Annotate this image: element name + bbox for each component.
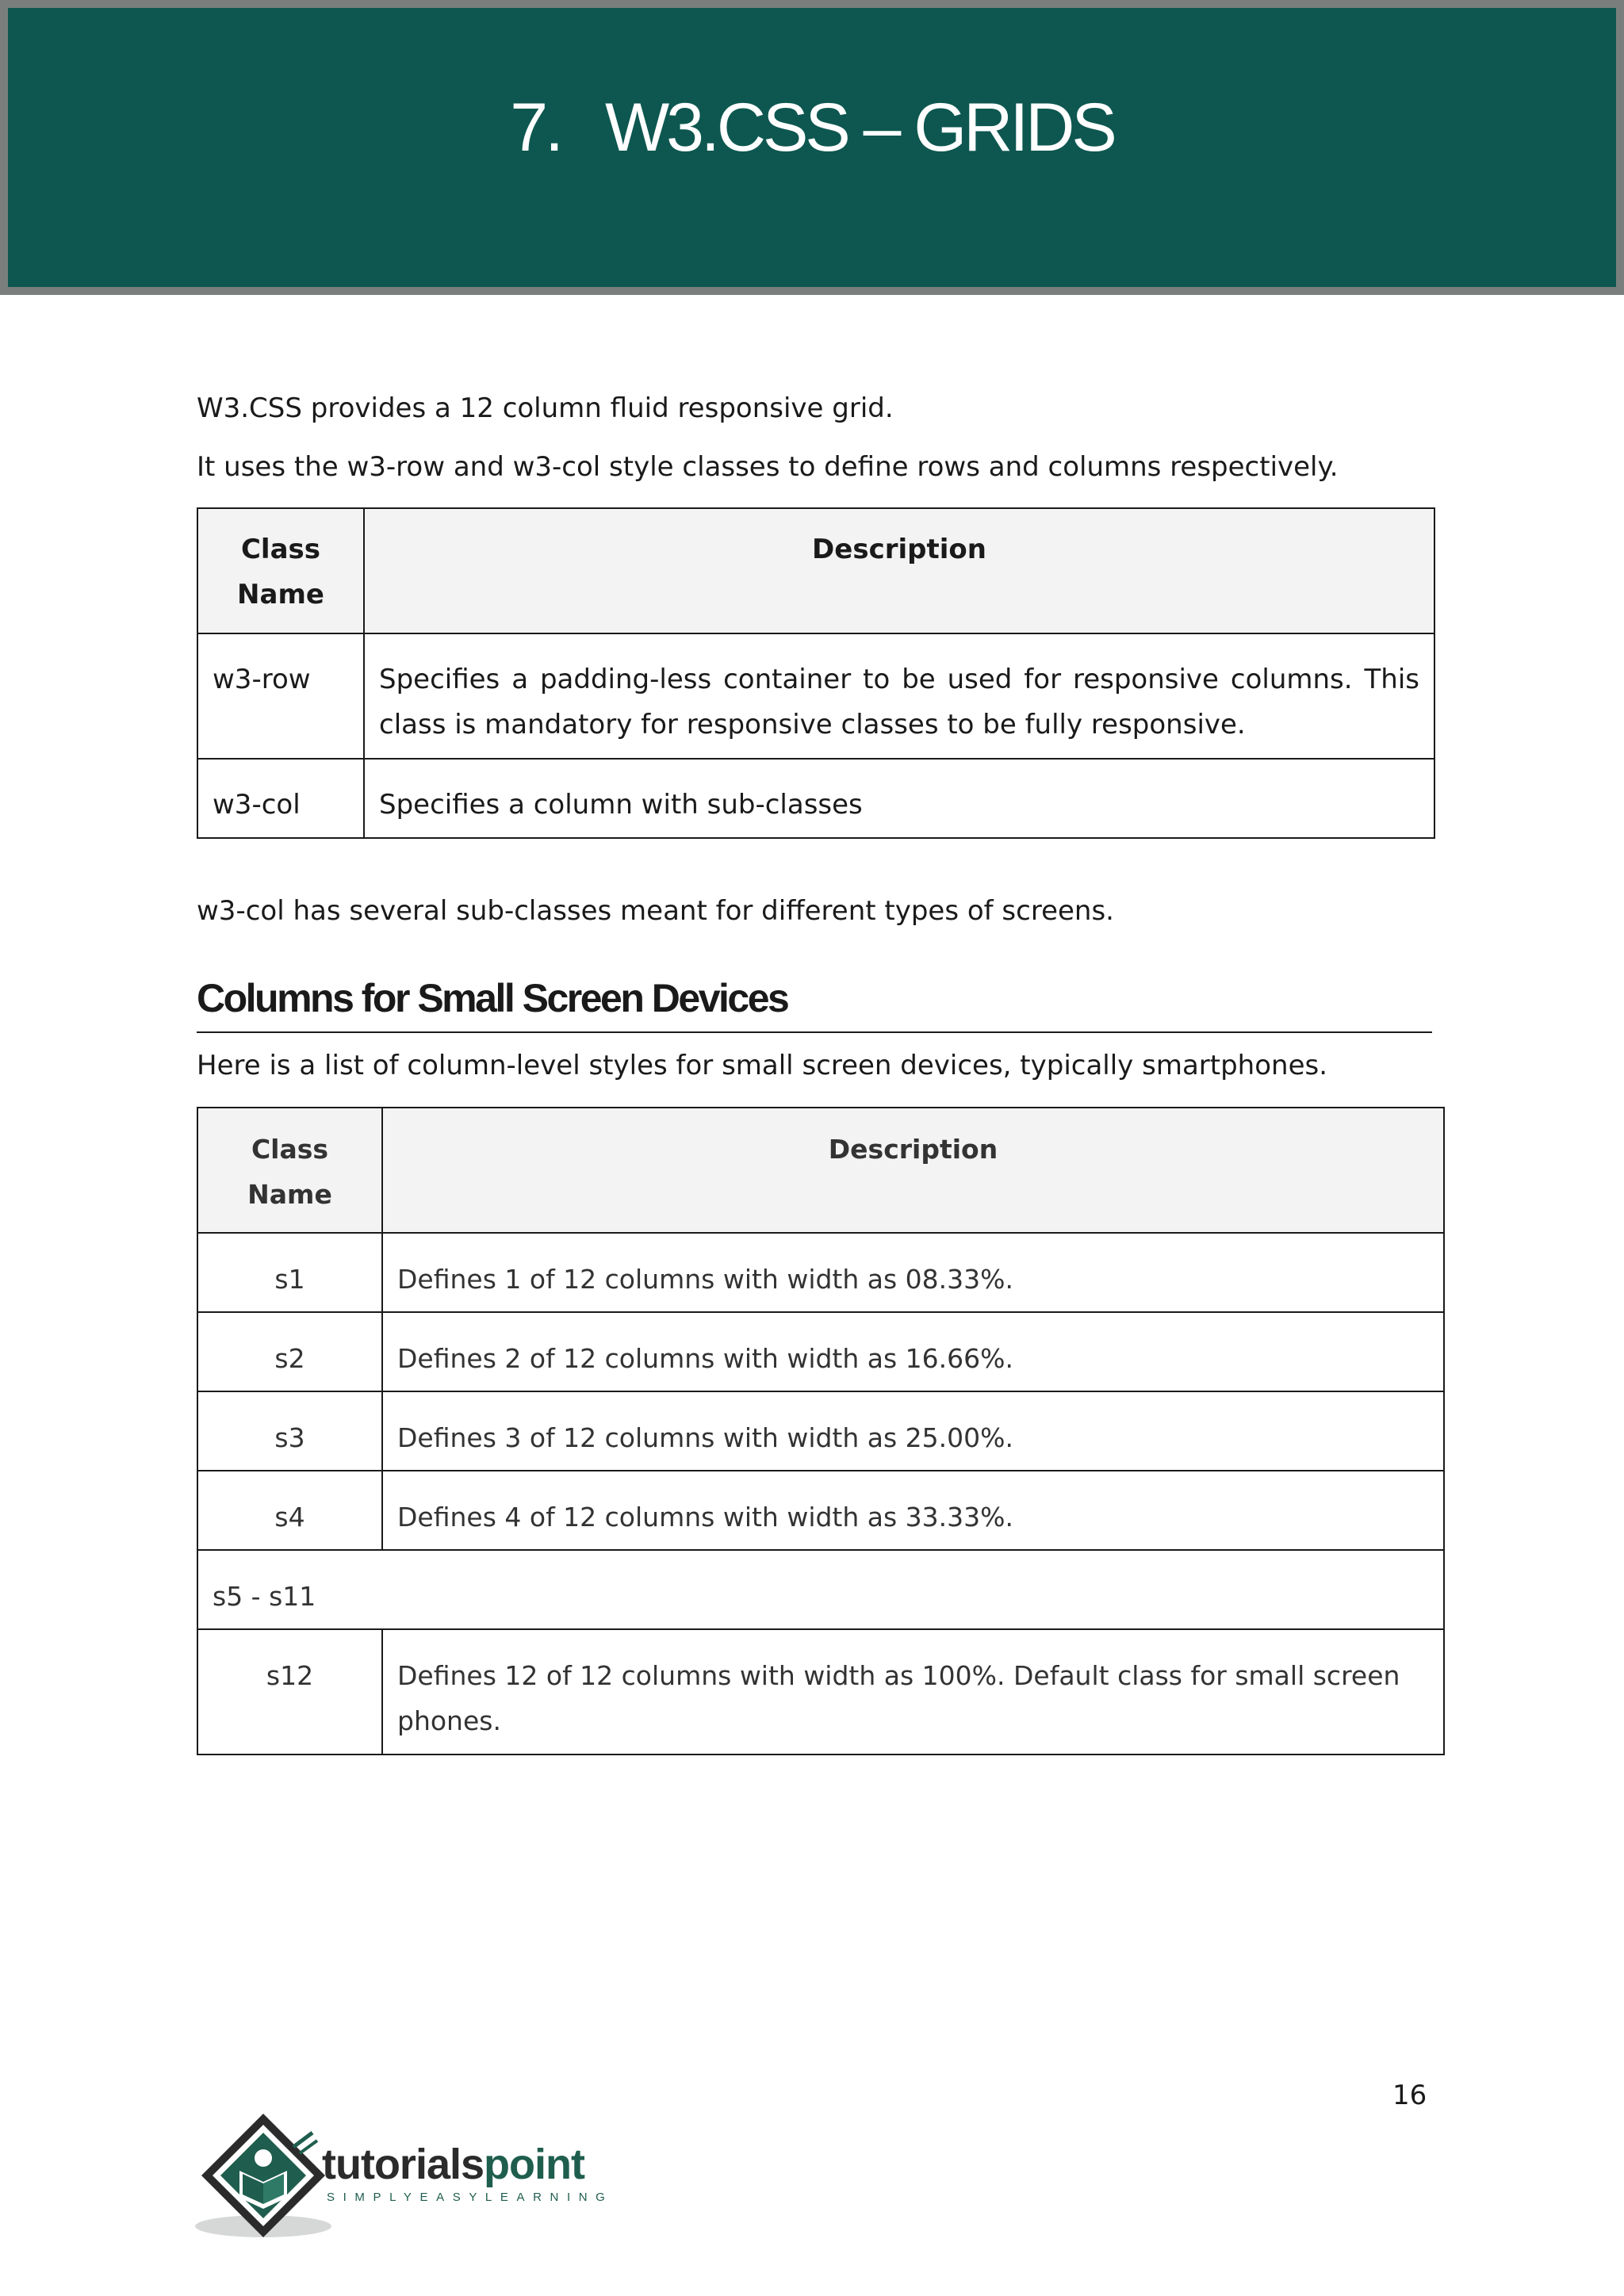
table-row bbox=[197, 1233, 1444, 1312]
class-name-cell: s12 bbox=[197, 1629, 382, 1755]
class-name-cell: s1 bbox=[197, 1233, 382, 1312]
table-row bbox=[197, 1391, 1444, 1471]
class-name-cell-merged: s5 - s11 bbox=[197, 1550, 1444, 1629]
page-number: 16 bbox=[1392, 2080, 1427, 2111]
description-cell: Defines 12 of 12 columns with width as 100%. Default class for small screen phones. bbox=[382, 1629, 1444, 1755]
grid-classes-table bbox=[197, 507, 1435, 839]
logo-tagline: SIMPLYEASYLEARNING bbox=[327, 2191, 614, 2204]
table-row bbox=[197, 633, 1434, 759]
chapter-banner bbox=[0, 0, 1624, 295]
table-row bbox=[197, 1550, 1444, 1629]
class-name-cell: w3-col bbox=[197, 759, 364, 838]
table-row bbox=[197, 1471, 1444, 1550]
table-row bbox=[197, 1629, 1444, 1755]
description-cell: Defines 4 of 12 columns with width as 33.33%. bbox=[382, 1471, 1444, 1550]
class-name-cell: w3-row bbox=[197, 633, 364, 759]
logo-wordmark: tutorialspoint bbox=[322, 2141, 584, 2188]
description-cell: Defines 3 of 12 columns with width as 25.00%. bbox=[382, 1391, 1444, 1471]
table-header-row bbox=[197, 1108, 1444, 1233]
column-header-class-name bbox=[197, 508, 364, 633]
header-class-line1: Class bbox=[251, 1134, 329, 1165]
chapter-title-text: W3.CSS – GRIDS bbox=[605, 90, 1114, 166]
intro-paragraph-1: W3.CSS provides a 12 column fluid responsive grid. bbox=[197, 392, 894, 424]
header-class-line2: Name bbox=[247, 1179, 332, 1210]
column-header-class-name bbox=[197, 1108, 382, 1233]
chapter-title bbox=[8, 90, 1616, 166]
description-cell: Specifies a column with sub-classes bbox=[364, 759, 1434, 838]
chapter-number: 7. bbox=[510, 90, 561, 166]
section-intro-paragraph: Here is a list of column-level styles for small screen devices, typically smartphones. bbox=[197, 1050, 1328, 1081]
section-heading: Columns for Small Screen Devices bbox=[197, 976, 788, 1020]
class-name-cell: s2 bbox=[197, 1312, 382, 1391]
header-class-line1: Class bbox=[240, 534, 321, 565]
class-name-cell: s3 bbox=[197, 1391, 382, 1471]
description-cell: Defines 2 of 12 columns with width as 16.66%. bbox=[382, 1312, 1444, 1391]
subclass-paragraph: w3-col has several sub-classes meant for different types of screens. bbox=[197, 895, 1114, 927]
small-screen-columns-table bbox=[197, 1107, 1445, 1755]
table-header-row bbox=[197, 508, 1434, 633]
tutorialspoint-logo bbox=[195, 2109, 639, 2244]
column-header-description: Description bbox=[364, 508, 1434, 633]
class-name-cell: s4 bbox=[197, 1471, 382, 1550]
heading-divider bbox=[197, 1031, 1432, 1033]
table-row bbox=[197, 759, 1434, 838]
intro-paragraph-2: It uses the w3-row and w3-col style classes to define rows and columns respectively. bbox=[197, 451, 1339, 483]
description-cell: Specifies a padding-less container to be used for responsive columns. This class is mandatory for responsive classes to be fully responsive. bbox=[364, 633, 1434, 759]
header-class-line2: Name bbox=[237, 579, 324, 610]
table-row bbox=[197, 1312, 1444, 1391]
column-header-description: Description bbox=[382, 1108, 1444, 1233]
description-cell: Defines 1 of 12 columns with width as 08.33%. bbox=[382, 1233, 1444, 1312]
